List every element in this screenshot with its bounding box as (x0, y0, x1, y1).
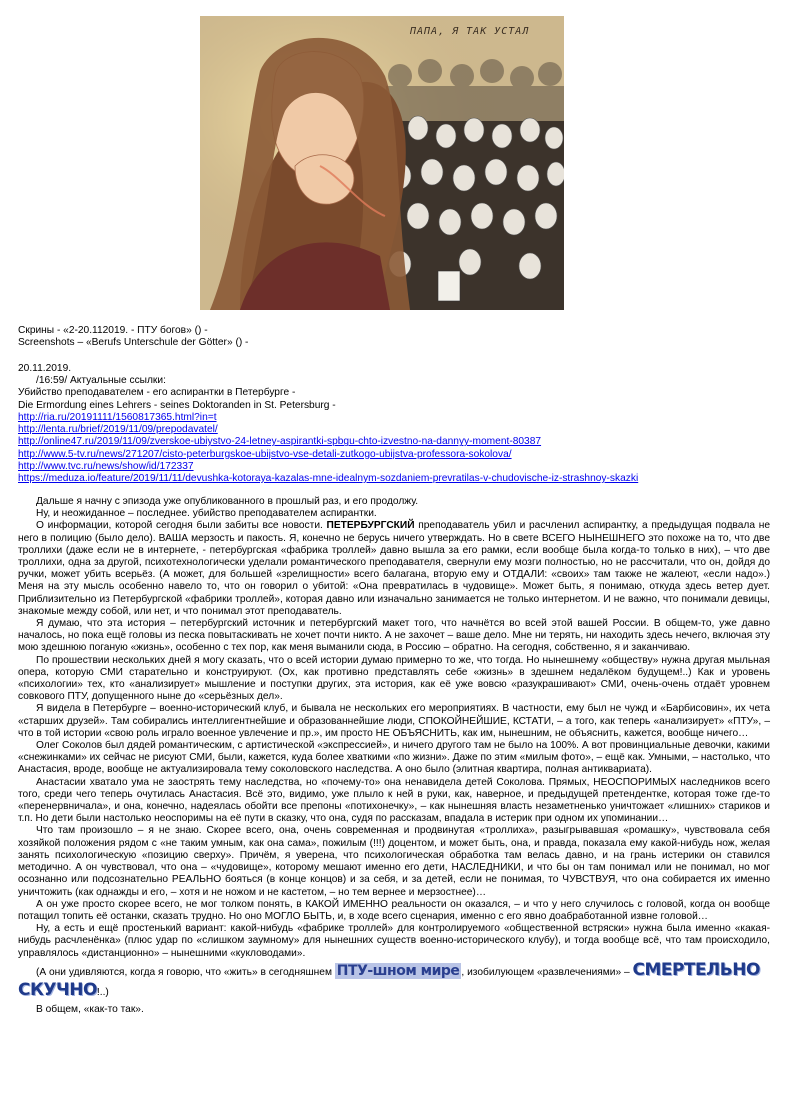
bold-word: ПЕТЕРБУРГСКИЙ (326, 520, 415, 532)
closing-text: , изобилующем «развлечениями» – (461, 966, 633, 978)
entry-meta (18, 363, 770, 412)
paragraph: Дальше я начну с эпизода уже опубликованного в прошлый раз, и его продолжу. (36, 496, 419, 507)
paragraph: По прошествии нескольких дней я могу сказать, что о всей истории думаю примерно то же, что тогда. Но нынешнему «обществу» нужна другая мыльная опера, которую СМИ старательно и конструируют. (Ох, как противно представлять себе «жизнь» в здешнем недалёком будущем!..) Как и уровень «психологии» тех, кто «анализирует» мышление и поступки других, эта история, как её уже вовсю «разукрашивают» СМИ, очень-очень отдаёт уровнем совкового ПТУ, допущенного ныне до «серьёзных дел». (18, 654, 770, 703)
paragraph (18, 520, 770, 618)
link-meduza[interactable]: https://meduza.io/feature/2019/11/11/devushka-kotoraya-kazalas-mne-idealnym-sozdaniem-prevratilas-v-chudovische-iz-strashnoy-skazki (18, 473, 639, 485)
illustration-art (200, 16, 564, 310)
document-header (18, 325, 770, 349)
entry-time-line: /16:59/ Актуальные ссылки: (36, 375, 166, 387)
link-tvc[interactable]: http://www.tvc.ru/news/show/id/172337 (18, 460, 194, 472)
article-body (18, 496, 770, 1016)
final-line: В общем, «как-то так». (36, 1003, 144, 1015)
entry-date: 20.11.2019. (18, 363, 72, 374)
paragraph: Анастасии хватало ума не заострять тему наследства, но «почему-то» она ненавидела детей Соколова. Прямых, НЕОСПОРИМЫХ наследников всего того, среди чего теперь очутилась Анастасия. Всё это, видимо, уже плыло к ней в руки, как, наверное, и предыдущей претендентке, которая тоже где-то «перенервничала», и она, конечно, надеялась обойти все препоны «потихонечку», – как нынешняя власть незаметненько уничтожает «лишних» стариков и т.п. Но дети были настолько неоспоримы на её пути в сказку, что она, судя по рассказам, впадала в истерик при одном их упоминании… (18, 776, 770, 825)
header-line-ru: Скрины - «2-20.112019. - ПТУ богов» () - (18, 325, 208, 336)
entry-title-de: Die Ermordung eines Lehrers - seines Doktoranden in St. Petersburg - (18, 399, 336, 411)
link-lenta[interactable]: http://lenta.ru/brief/2019/11/09/prepodavatel/ (18, 424, 218, 436)
link-online47[interactable]: http://online47.ru/2019/11/09/zverskoe-ubiystvo-24-letney-aspirantki-spbgu-chto-izvestno-na-dannyy-moment-80387 (18, 436, 542, 448)
paragraph-text: преподаватель убил и расчленил аспирантку, а предыдущая подвала не него в полицию (было дело). ВАША мерзость и пакость. Я, конечно не берусь ничего утверждать. Но в свете ВСЕГО НЫНЕШНЕГО это похоже на то, что две троллихи (даже если не в интернете, - петербургская «фабрика троллей» давно вышла за его рамки, если вообще была когда-то только в них), – что две троллихи, одна за другой, психотехнологически уделали романтического преподавателя, свернули ему мозги полностью, но не рассчитали, что он, дойдя до ручки, может убить всерьёз. (А может, для большей «зрелищности» всего балагана, вторую ему и ОТДАЛИ: «своих» там также не жалеют, «если надо».) Меня на эту мысль особенно навело то, что он говорил о убитой: «Она превратилась в чудовище». Может быть, я понимаю, откуда здесь ветер дует. Приблизительно из Петербургской «фабрики троллей», которая давно или изначально занимается не только интернетом. И не важно, что понимали девицы, знакомые между собой, или нет, и что понимал этот преподаватель. (18, 520, 770, 617)
entry-title-ru: Убийство преподавателем - его аспирантки в Петербурге - (18, 387, 296, 399)
paragraph-text: О информации, которой сегодня были забиты все новости. (36, 520, 327, 532)
paragraph: Что там произошло – я не знаю. Скорее всего, она, очень современная и продвинутая «троллиха», разыгрывавшая «ромашку», чувствовала себя хозяйкой положения рядом с «не таким умным, как она сама», пожилым (!!!) доцентом, и может быть, она, и правда, показала ему какой-нибудь нож, желая занять психологическую «позицию сверху». Причём, я уверена, что психологическая обработка там велась давно, и на грань истерики он ставился методично. А он чувствовал, что она – «чудовище», которому мешают именно его дети, НАСЛЕДНИКИ, и что бы он там понимал или не понимал, но мог осознанно или подсознательно РЕАЛЬНО бояться (в конце концов) и за себя, и за детей, если не понимая, то ЧУВСТВУЯ, что она собирается их именно уничтожить (как однажды и его, – хотя и не ножом и не кастетом, – но тем вернее и мерзостнее)… (18, 825, 770, 898)
closing-paragraph-end (18, 981, 770, 1002)
paragraph: Я думаю, что эта история – петербургский источник и петербургский макет того, что начнётся во всей этой вашей России. В общем-то, уже давно началось, но пока ещё головы из песка повытаскивать не хочет почти никто. А не захочет – ваше дело. Мне ни терять, ни находить здесь нечего, включая эту мою здешнюю поганую «жизнь», особенно с тех пор, как меня выманили сюда, в Россию – обратно. На сегодня, собственно, я и заканчиваю. (18, 618, 770, 654)
link-5tv[interactable]: http://www.5-tv.ru/news/271207/cisto-peterburgskoe-ubijstvo-vse-detali-zutkogo-ubijstva-professora-sokolova/ (18, 448, 512, 460)
paragraph: Ну, а есть и ещё простенький вариант: какой-нибудь «фабрике троллей» для контролируемого «общественной встряски» нужна была именно «какая-нибудь расчленёнка» (плюс удар по «слишком заумному» для нынешних существ военно-исторического клубу), и тогда вообще всё, что там происходило, управлялось «дистанционно» – нынешними «кукловодами». (18, 923, 770, 959)
link-list (18, 412, 770, 485)
wordart-deadly: СМЕРТЕЛЬНО (632, 959, 760, 980)
header-line-de: Screenshots – «Berufs Unterschule der Götter» () - (18, 337, 249, 349)
paragraph: Я видела в Петербурге – военно-исторический клуб, и бывала не нескольких его мероприятиях. В частности, ему был не чужд и «Барбисовин», их чета «старших друзей». Там собирались интеллигентнейшие и образованнейшие люди, СПОКОЙНЕЙШИЕ, КСТАТИ, – а того, как теперь «анализирует» «ПТУ», – что в той истории «свою роль играло военное увлечение и пр.», им просто НЕ ОБЪЯСНИТЬ, как им, нынешним, не объяснить, кажется, вообще ничего… (18, 703, 770, 739)
wordart-boring: СКУЧНО (18, 979, 97, 1000)
closing-paragraph (18, 959, 770, 981)
paragraph: Ну, и неожиданное – последнее. убийство преподавателем аспирантки. (36, 508, 377, 520)
link-ria[interactable]: http://ria.ru/20191111/1560817365.html?in=t (18, 412, 217, 423)
paragraph: А он уже просто скорее всего, не мог толком понять, в КАКОЙ ИМЕННО реальности он оказался, – и что у него случилось с головой, когда он вообще потащил топить её останки, сказать трудно. Но оно МОГЛО БЫТЬ, и, в ходе всего сценария, именно с его явно доабработанной извне головой… (18, 898, 770, 922)
illustration-caption: ПАПА, Я ТАК УСТАЛ (410, 26, 530, 37)
illustration (200, 16, 564, 310)
closing-text: (А они удивляются, когда я говорю, что «жить» в сегодняшнем (36, 966, 335, 978)
wordart-ptu: ПТУ-шном мире (336, 962, 460, 979)
closing-text-end: !..) (96, 986, 109, 998)
paragraph: Олег Соколов был дядей романтическим, с артистической «экспрессией», и ничего другого там не было на 100%. А вот провинциальные девочки, какими «снежинками» их сейчас не рисуют СМИ, были, кажется, куда более хваткими «по жизни». Даже по этим «милым фото», – ещё как. Умными, – настолько, что Анастасия, вроде, вообще не актуализировала тему соколовского наследства. А оно было (элитная квартира, полная антиквариата). (18, 740, 770, 776)
